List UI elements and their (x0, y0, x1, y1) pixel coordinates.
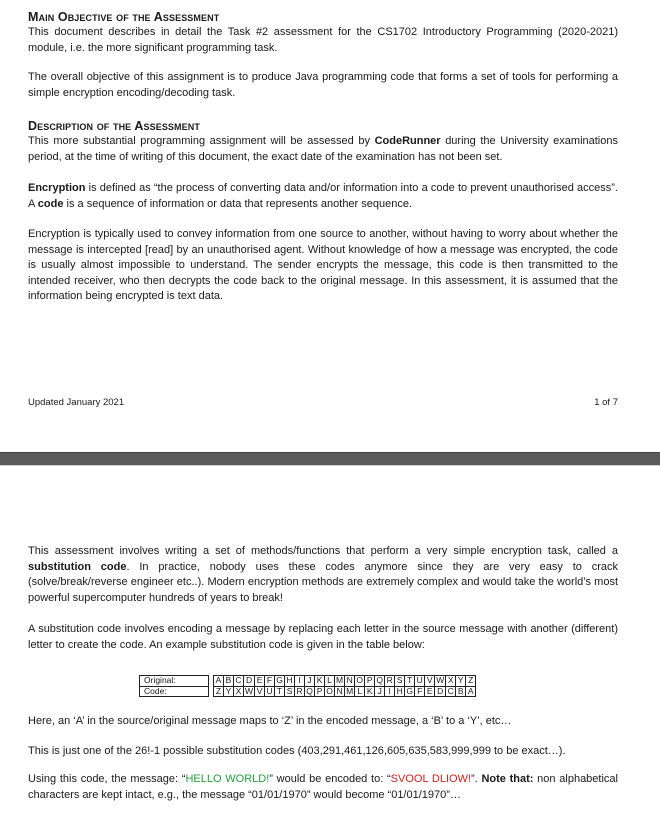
table-cell-original-12: M (336, 675, 344, 685)
table-cell-code-3: W (245, 685, 254, 696)
paragraph-substitution-explain: A substitution code involves encoding a message by replacing each letter in the source message with another (different) letter to create the code. An example substitution code is given in the table below: (28, 623, 618, 651)
table-cell-code-18: H (396, 685, 403, 696)
heading-main-objective: Main Objective of the Assessment (28, 10, 220, 24)
paragraph-encryption-usage: Encryption is typically used to convey information from one source to another, without having to worry about whether the message is intercepted [read] by an unauthorised agent. Without knowledge of how a message was encrypted, the code is usually almost impossible to understand. The sender encrypts the message, this code is then transmitted to the intended receiver, who then decrypts the code back to the original message. In this assessment, it is assumed that the information being encrypted is text data. (28, 228, 618, 302)
table-row-original (140, 676, 476, 687)
table-cell-code-9: Q (306, 685, 313, 696)
label-code: Code: (140, 686, 209, 697)
substitution-table (139, 675, 476, 697)
table-cell-original-15: P (365, 676, 375, 687)
table-cell-original-3: D (244, 676, 255, 687)
table-cell-original-4: E (255, 676, 265, 687)
table-cell-original-25: Z (466, 676, 476, 687)
paragraph-main-objective-1: This document describes in detail the Task #2 assessment for the CS1702 Introductory Programming (2020-2021) module, i.e. the more significant programming task. (28, 26, 618, 54)
table-cell-code-11: O (326, 685, 333, 696)
page-1-body (28, 10, 618, 305)
table-cell-code-4: V (255, 686, 265, 697)
table-cell-code-20: F (415, 686, 425, 697)
paragraph-substitution-intro: This assessment involves writing a set of methods/functions that perform a very simple encryption task, called a substitution code. In practice, nobody uses these codes anymore since they are very easy to crack (solve/break/reverse engineer etc..). Modern encryption methods are extremely complex and would take the world’s most powerful supercomputer hundreds of years to break! (28, 545, 618, 604)
paragraph-encoding-example: Using this code, the message: “HELLO WORLD!” would be encoded to: “SVOOL DLIOW!”. Note that: non alphabetical characters are kept intact, e.g., the message “01/01/1970” would become “01/01/1970”… (28, 773, 618, 801)
table-cell-original-10: K (315, 676, 325, 687)
page-separator (0, 452, 660, 467)
table-cell-code-14: L (355, 686, 365, 697)
table-cell-code-1: Y (224, 686, 234, 697)
table-cell-original-23: X (446, 676, 456, 687)
table-cell-code-10: P (315, 686, 325, 697)
paragraph-mapping-example: Here, an ‘A’ in the source/original message maps to ‘Z’ in the encoded message, a ‘B’ to a ‘Y’, etc… (28, 715, 512, 727)
page-2-body (28, 544, 618, 653)
paragraph-description: This more substantial programming assignment will be assessed by CodeRunner during the University examinations period, at the time of writing of this document, the exact date of the examination has not been set. (28, 135, 618, 163)
table-cell-code-6: T (275, 686, 285, 697)
table-cell-original-20: U (416, 675, 423, 685)
table-cell-code-12: N (336, 685, 343, 696)
table-cell-code-19: G (406, 685, 414, 696)
footer-page-number: 1 of 7 (594, 397, 618, 408)
paragraph-code-count: This is just one of the 26!-1 possible substitution codes (403,291,461,126,605,635,583,999,999 to be exact…). (28, 744, 566, 757)
table-cell-original-8: I (295, 676, 305, 687)
page-footer (28, 397, 618, 408)
table-cell-original-1: B (224, 676, 234, 687)
table-cell-code-0: Z (214, 686, 224, 697)
paragraph-main-objective-2: The overall objective of this assignment is to produce Java programming code that forms a set of tools for performing a simple encryption encoding/decoding task. (28, 71, 618, 99)
table-cell-code-7: S (285, 686, 295, 697)
table-cell-code-24: B (456, 686, 466, 697)
table-cell-code-15: K (365, 686, 375, 697)
example-ciphertext: SVOOL DLIOW! (390, 773, 471, 785)
table-cell-code-25: A (466, 686, 476, 697)
table-cell-code-13: M (346, 685, 354, 696)
table-row-code (140, 686, 476, 697)
table-cell-original-11: L (325, 676, 335, 687)
table-cell-code-16: J (375, 686, 385, 697)
table-cell-code-2: X (234, 686, 244, 697)
table-cell-original-17: R (386, 675, 393, 685)
table-cell-original-6: G (276, 675, 283, 685)
table-cell-original-18: S (395, 676, 405, 687)
table-cell-original-14: O (356, 675, 364, 685)
paragraph-encryption-definition: Encryption is defined as “the process of converting data and/or information into a code to prevent unauthorised access”. A code is a sequence of information or data that represents another sequence. (28, 182, 618, 210)
table-cell-original-19: T (405, 676, 415, 687)
table-cell-code-21: E (425, 686, 435, 697)
footer-updated: Updated January 2021 (28, 397, 125, 408)
table-cell-original-16: Q (376, 675, 384, 685)
table-cell-original-0: A (214, 676, 224, 687)
table-cell-original-2: C (235, 675, 242, 685)
table-cell-code-17: I (385, 686, 395, 697)
table-cell-original-24: Y (456, 676, 466, 687)
table-cell-original-22: W (436, 675, 445, 685)
example-plaintext: HELLO WORLD! (185, 773, 270, 785)
table-cell-original-9: J (305, 676, 315, 687)
table-cell-original-13: N (346, 675, 353, 685)
table-cell-code-22: D (435, 686, 446, 697)
table-cell-original-21: V (425, 676, 435, 687)
table-cell-original-5: F (265, 676, 275, 687)
table-cell-code-5: U (266, 685, 273, 696)
table-cell-original-7: H (286, 675, 293, 685)
table-cell-code-23: C (447, 685, 454, 696)
label-original: Original: (140, 676, 209, 687)
table-cell-code-8: R (296, 685, 303, 696)
page-2-body-continued (28, 714, 618, 803)
heading-description: Description of the Assessment (28, 119, 200, 133)
